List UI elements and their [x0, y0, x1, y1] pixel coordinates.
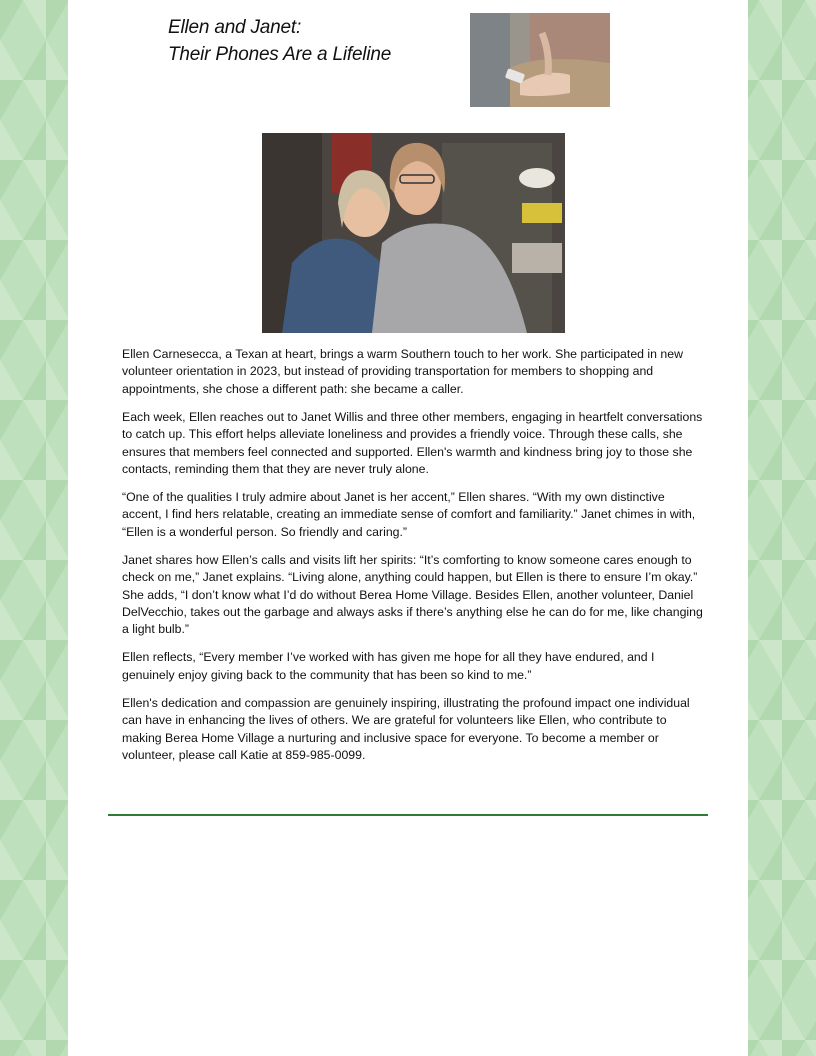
paragraph-6: Ellen's dedication and compassion are genuinely inspiring, illustrating the profound impact one individual can have in enhancing the lives of others. We are grateful for volunteers like Ellen, who contribute to making Berea Home Village a nurturing and inclusive space for everyone. To become a member or volunteer, please call Katie at 859-985-0099.: [122, 695, 690, 763]
paragraph-1: Ellen Carnesecca, a Texan at heart, brings a warm Southern touch to her work. She participated in new volunteer orientation in 2023, but instead of providing transportation for members to shopping and appointments, she chose a different path: she became a caller.: [122, 347, 683, 396]
phone-thumbnail-image: [470, 13, 610, 107]
title-line-1: Ellen and Janet:: [168, 17, 302, 38]
paragraph-4: Janet shares how Ellen’s calls and visits lift her spirits: “It’s comforting to know someone cares enough to check on me,” Janet explains. “Living alone, anything could happen, but Ellen is there to ensure I’m okay.” She adds, “I don’t know what I’d do without Berea Home Village. Besides Ellen, another volunteer, Daniel DelVecchio, takes out the garbage and always asks if there’s anything else he can do for me, like changing a light bulb.”: [122, 552, 703, 637]
paragraph-3: “One of the qualities I truly admire about Janet is her accent,” Ellen shares. “With my own distinctive accent, I find hers relatable, creating an immediate sense of comfort and familiarity.” Janet chimes in with, “Ellen is a wonderful person. So friendly and caring.”: [122, 490, 696, 539]
newsletter-page: [68, 0, 748, 1056]
section-divider: [108, 814, 708, 816]
ellen-and-janet-photo: [262, 133, 565, 333]
article-title: [168, 14, 391, 68]
paragraph-5: Ellen reflects, “Every member I’ve worked with has given me hope for all they have endured, and I genuinely enjoy giving back to the community that has been so kind to me.”: [122, 650, 655, 682]
title-line-2: Their Phones Are a Lifeline: [168, 44, 392, 65]
article-body: [122, 346, 706, 775]
paragraph-2: Each week, Ellen reaches out to Janet Willis and three other members, engaging in heartfelt conversations to catch up. This effort helps alleviate loneliness and provides a friendly voice. Through these calls, she ensures that members feel connected and supported. Ellen's warmth and kindness bring joy to those she contacts, reminding them that they are never truly alone.: [122, 409, 703, 477]
